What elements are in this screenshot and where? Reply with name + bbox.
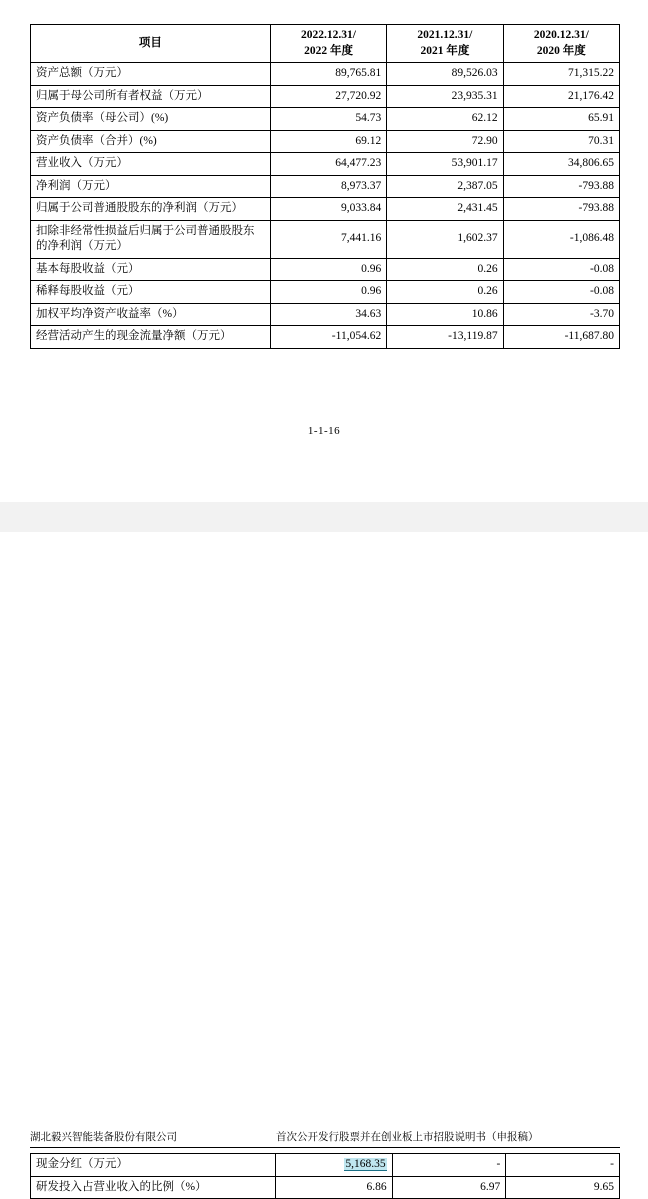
header-col-2022 bbox=[270, 25, 386, 63]
row-value-2021: 72.90 bbox=[387, 130, 503, 153]
row-value-2022: 0.96 bbox=[270, 258, 386, 281]
row-value-2022: -11,054.62 bbox=[270, 326, 386, 349]
document-page-bottom bbox=[0, 555, 648, 1193]
row-label: 营业收入（万元） bbox=[31, 153, 271, 176]
table-row bbox=[31, 85, 620, 108]
row-value-2022: 54.73 bbox=[270, 108, 386, 131]
table-row bbox=[31, 220, 620, 258]
row-label: 扣除非经常性损益后归属于公司普通股股东的净利润（万元） bbox=[31, 220, 271, 258]
header-col-2022-line1: 2022.12.31/ bbox=[301, 29, 356, 41]
row-label: 归属于母公司所有者权益（万元） bbox=[31, 85, 271, 108]
table-header bbox=[31, 25, 620, 63]
row-value-2022: 8,973.37 bbox=[270, 175, 386, 198]
row-value-2022: 0.96 bbox=[270, 281, 386, 304]
row-value-2021: 2,387.05 bbox=[387, 175, 503, 198]
row-label: 资产总额（万元） bbox=[31, 63, 271, 86]
row-label: 现金分红（万元） bbox=[31, 1154, 276, 1177]
row-label: 基本每股收益（元） bbox=[31, 258, 271, 281]
row-value-2020: 65.91 bbox=[503, 108, 619, 131]
header-col-2020-line1: 2020.12.31/ bbox=[533, 29, 589, 41]
row-label: 资产负债率（合并）(%) bbox=[31, 130, 271, 153]
header-col-2020-line2: 2020 年度 bbox=[536, 44, 586, 57]
row-value-2021: -13,119.87 bbox=[387, 326, 503, 349]
row-value-2021: 10.86 bbox=[387, 303, 503, 326]
table-row bbox=[31, 153, 620, 176]
row-value-2022: 7,441.16 bbox=[270, 220, 386, 258]
continuation-table bbox=[30, 1153, 620, 1199]
row-value-2021: 0.26 bbox=[387, 281, 503, 304]
row-value-2020: - bbox=[506, 1154, 620, 1177]
row-label: 归属于公司普通股股东的净利润（万元） bbox=[31, 198, 271, 221]
header-col-2021 bbox=[387, 25, 503, 63]
row-value-2022 bbox=[276, 1154, 392, 1177]
row-value-2020: 70.31 bbox=[503, 130, 619, 153]
row-value-2022: 89,765.81 bbox=[270, 63, 386, 86]
row-value-2022: 69.12 bbox=[270, 130, 386, 153]
highlighted-value: 5,168.35 bbox=[345, 1158, 386, 1170]
separator-shade bbox=[0, 502, 648, 532]
financial-summary-table bbox=[30, 24, 620, 349]
row-label: 净利润（万元） bbox=[31, 175, 271, 198]
row-value-2020: -3.70 bbox=[503, 303, 619, 326]
row-value-2020: -1,086.48 bbox=[503, 220, 619, 258]
table-row bbox=[31, 281, 620, 304]
row-value-2021: 23,935.31 bbox=[387, 85, 503, 108]
financial-summary-table-wrapper bbox=[30, 24, 620, 349]
row-label: 研发投入占营业收入的比例（%） bbox=[31, 1176, 276, 1199]
row-value-2021: 62.12 bbox=[387, 108, 503, 131]
table-row bbox=[31, 326, 620, 349]
header-col-2021-line1: 2021.12.31/ bbox=[417, 29, 473, 41]
row-value-2021: 89,526.03 bbox=[387, 63, 503, 86]
footer-doc-title: 首次公开发行股票并在创业板上市招股说明书（申报稿） bbox=[276, 1132, 539, 1143]
table-row bbox=[31, 258, 620, 281]
row-value-2022: 34.63 bbox=[270, 303, 386, 326]
row-label: 经营活动产生的现金流量净额（万元） bbox=[31, 326, 271, 349]
page-number: 1-1-16 bbox=[307, 425, 341, 437]
row-value-2021: 6.97 bbox=[392, 1176, 506, 1199]
table-row bbox=[31, 63, 620, 86]
row-value-2020: 9.65 bbox=[506, 1176, 620, 1199]
row-value-2021: 1,602.37 bbox=[387, 220, 503, 258]
row-label: 加权平均净资产收益率（%） bbox=[31, 303, 271, 326]
table-body bbox=[31, 63, 620, 349]
table-row bbox=[31, 1154, 620, 1177]
table-row bbox=[31, 175, 620, 198]
footer-company-name: 湖北毅兴智能装备股份有限公司 bbox=[30, 1132, 177, 1143]
table-row bbox=[31, 1176, 620, 1199]
row-value-2020: 34,806.65 bbox=[503, 153, 619, 176]
row-label: 稀释每股收益（元） bbox=[31, 281, 271, 304]
continuation-table-body bbox=[31, 1154, 620, 1199]
row-value-2022: 27,720.92 bbox=[270, 85, 386, 108]
row-value-2020: -793.88 bbox=[503, 175, 619, 198]
page-separator-band bbox=[0, 480, 648, 555]
row-value-2021: 53,901.17 bbox=[387, 153, 503, 176]
row-value-2021: 0.26 bbox=[387, 258, 503, 281]
table-row bbox=[31, 108, 620, 131]
table-row bbox=[31, 130, 620, 153]
table-row bbox=[31, 198, 620, 221]
table-header-row bbox=[31, 25, 620, 63]
row-value-2020: -11,687.80 bbox=[503, 326, 619, 349]
row-value-2020: -793.88 bbox=[503, 198, 619, 221]
row-label: 资产负债率（母公司）(%) bbox=[31, 108, 271, 131]
row-value-2020: -0.08 bbox=[503, 281, 619, 304]
row-value-2022: 64,477.23 bbox=[270, 153, 386, 176]
header-item: 项目 bbox=[31, 25, 271, 63]
header-col-2022-line2: 2022 年度 bbox=[304, 44, 353, 57]
row-value-2022: 9,033.84 bbox=[270, 198, 386, 221]
header-col-2020 bbox=[503, 25, 619, 63]
row-value-2021: 2,431.45 bbox=[387, 198, 503, 221]
header-col-2021-line2: 2021 年度 bbox=[420, 44, 470, 57]
page-header-footer bbox=[30, 1129, 620, 1148]
row-value-2020: 71,315.22 bbox=[503, 63, 619, 86]
row-value-2022: 6.86 bbox=[276, 1176, 392, 1199]
row-value-2020: 21,176.42 bbox=[503, 85, 619, 108]
table-row bbox=[31, 303, 620, 326]
document-page-top bbox=[0, 0, 648, 480]
row-value-2021: - bbox=[392, 1154, 506, 1177]
continuation-table-wrapper bbox=[30, 1153, 620, 1199]
row-value-2020: -0.08 bbox=[503, 258, 619, 281]
